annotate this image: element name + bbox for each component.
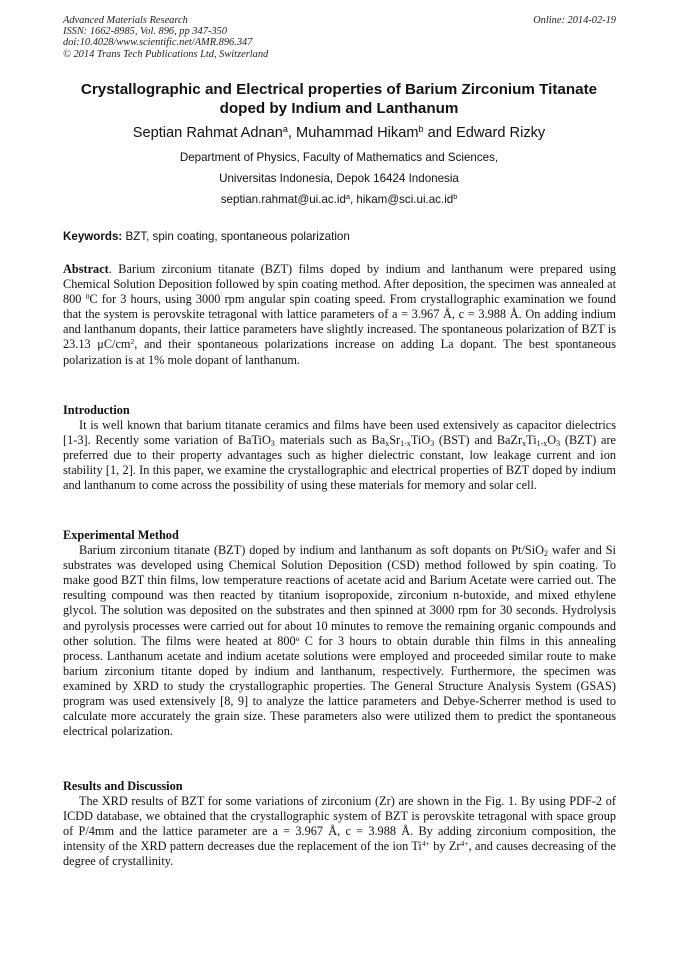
title-line-2: doped by Indium and Lanthanum (219, 100, 459, 117)
subscript: x (522, 439, 527, 449)
charge-superscript: 4+ (460, 839, 469, 849)
abstract-text-2: C for 3 hours, using 3000 rpm angular spin coating speed. From crystallographic examination we found that the system is perovskite tetragonal with lattice parameters of a = 3.967 Å, c = 3.988 Å. On adding indium and lanthanum dopants, their lattice parameters have slightly increased. The spontaneous polarization of BZT is 23.13 μC/cm (63, 292, 616, 352)
results-text-3: , and causes decreasing of the degree of crystallinity. (63, 839, 616, 869)
author-separator-2: and (423, 125, 457, 141)
abstract-text-1: . Barium zirconium titanate (BZT) films doped by indium and lanthanum were prepared using Chemical Solution Deposition followed by spin coating method. After deposition, the specimen was annealed at 800 (63, 262, 616, 307)
affiliation-line-1: Department of Physics, Faculty of Mathematics and Sciences, (179, 151, 499, 164)
author-emails (60, 193, 618, 207)
email-1-mark: a (345, 192, 350, 202)
affiliation-line-2: Universitas Indonesia, Depok 16424 Indonesia (219, 172, 459, 185)
introduction-section (63, 403, 616, 494)
subscript: 2 (544, 549, 549, 559)
experimental-heading: Experimental Method (63, 528, 179, 542)
intro-text-8: (BZT) are preferred due to their property advantages such as higher dielectric constant, low leakage current and ion stability [1, 2]. In this paper, we examine the crystallographic and electrical properties of BZT doped by indium and lanthanum to come across the possibility of using these materials for memory and solar cell. (63, 433, 617, 493)
intro-text-4: TiO (410, 433, 431, 448)
author-1: Septian Rahmat Adnan (132, 125, 283, 141)
intro-text-1: It is well known that barium titanate ceramics and films have been used extensively as capacitor dielectrics [1-3]. Recently some variation of BaTiO (63, 418, 616, 448)
abstract-label: Abstract (63, 262, 109, 276)
exp-text-2: wafer and Si substrates was developed using Chemical Solution Deposition (CSD) method followed by spin coating. To make good BZT thin films, low temperature reactions of acetate acid and Barium Acetate were carried out. The resulting compound was then reacted by titanium isopropoxide, zirconium n-butoxide, and mixed ethylene glycol. The solution was deposited on the substrates and then spinned at 3000 rpm for 30 seconds. Hydrolysis and pyrolysis processes were carried out for about 10 minutes to remove the remaining organic compounds and other solution. The films were heated at 800 (63, 543, 616, 648)
author-1-affil-mark: a (282, 124, 288, 135)
squared-mark: 2 (130, 337, 135, 347)
intro-text-3: Sr (389, 433, 401, 448)
intro-text-2: materials such as Ba (274, 433, 386, 448)
abstract (63, 262, 616, 368)
intro-text-5: (BST) and BaZr (434, 433, 523, 448)
results-section (63, 779, 616, 870)
degree-mark: 0 (85, 292, 90, 301)
author-2-affil-mark: b (418, 124, 424, 135)
subscript: 3 (556, 439, 561, 449)
keywords-label: Keywords: (63, 230, 123, 243)
abstract-paragraph (63, 262, 616, 368)
subscript: 3 (270, 439, 275, 449)
intro-text-6: Ti (526, 433, 537, 448)
exp-text-3: C for 3 hours to obtain durable thin films in this annealing process. Lanthanum acetate and indium acetate solutions were employed and proceeded similar route to make barium zirconium titante doped by indium and lanthanum, respectively. Furthermore, the specimen was examined by XRD to study the crystallographic properties. The General Structure Analysis System (GSAS) program was used extensively [8, 9] to analyze the lattice parameters and Debye-Scherrer method is used to calculate more accurately the grain size. These parameters also were utilized them to predict the spontaneous electrical polarization. (63, 633, 616, 739)
abstract-text-3: , and their spontaneous polarizations increase on adding La dopant. The best spontaneous polarization is at 1% mole dopant of lanthanum. (63, 337, 616, 367)
results-text-2: by Zr (429, 839, 461, 854)
degree-mark: o (295, 633, 300, 643)
keywords-text: BZT, spin coating, spontaneous polarization (122, 230, 350, 243)
email-1: septian.rahmat@ui.ac.id (220, 193, 346, 206)
subscript: 1-x (400, 439, 411, 449)
author-2: Muhammad Hikam (296, 125, 419, 141)
experimental-paragraph (63, 543, 616, 739)
issn-line: ISSN: 1662-8985, Vol. 896, pp 347-350 (63, 26, 227, 38)
online-date: Online: 2014-02-19 (533, 15, 616, 26)
experimental-section (63, 528, 616, 739)
author-3: Edward Rizky (456, 125, 546, 141)
journal-name: Advanced Materials Research (63, 15, 188, 26)
results-text-1: The XRD results of BZT for some variations of zirconium (Zr) are shown in the Fig. 1. By using PDF-2 of ICDD database, we obtained that the crystallographic system of BZT is perovskite tetragonal with space group of P/4mm and the lattice parameter are a = 3.967 Å, c = 3.988 Å. By adding zirconium composition, the intensity of the XRD pattern decreases due the replacement of the ion Ti (63, 794, 616, 854)
introduction-heading: Introduction (63, 403, 130, 417)
email-2: hikam@sci.ui.ac.id (356, 193, 454, 206)
email-separator: , (349, 193, 357, 206)
journal-header (63, 15, 616, 60)
author-separator-1: , (287, 125, 297, 141)
results-paragraph (63, 794, 616, 869)
subscript: 1-x (536, 439, 548, 449)
exp-text-1: Barium zirconium titanate (BZT) doped by indium and lanthanum as soft dopants on Pt/SiO (79, 543, 545, 558)
keywords (63, 230, 616, 244)
intro-text-7: O (547, 433, 557, 448)
paper-title (60, 80, 618, 118)
copyright-line: © 2014 Trans Tech Publications Ltd, Switzerland (63, 48, 269, 60)
introduction-paragraph (63, 418, 616, 493)
author-list (60, 124, 618, 142)
title-line-1: Crystallographic and Electrical properties of Barium Zirconium Titanate (80, 81, 598, 98)
subscript: x (385, 439, 390, 449)
results-heading: Results and Discussion (63, 779, 183, 793)
email-2-mark: b (453, 192, 458, 202)
charge-superscript: 4+ (421, 839, 430, 849)
subscript: 3 (430, 439, 435, 449)
doi-line: doi:10.4028/www.scientific.net/AMR.896.347 (63, 37, 253, 49)
